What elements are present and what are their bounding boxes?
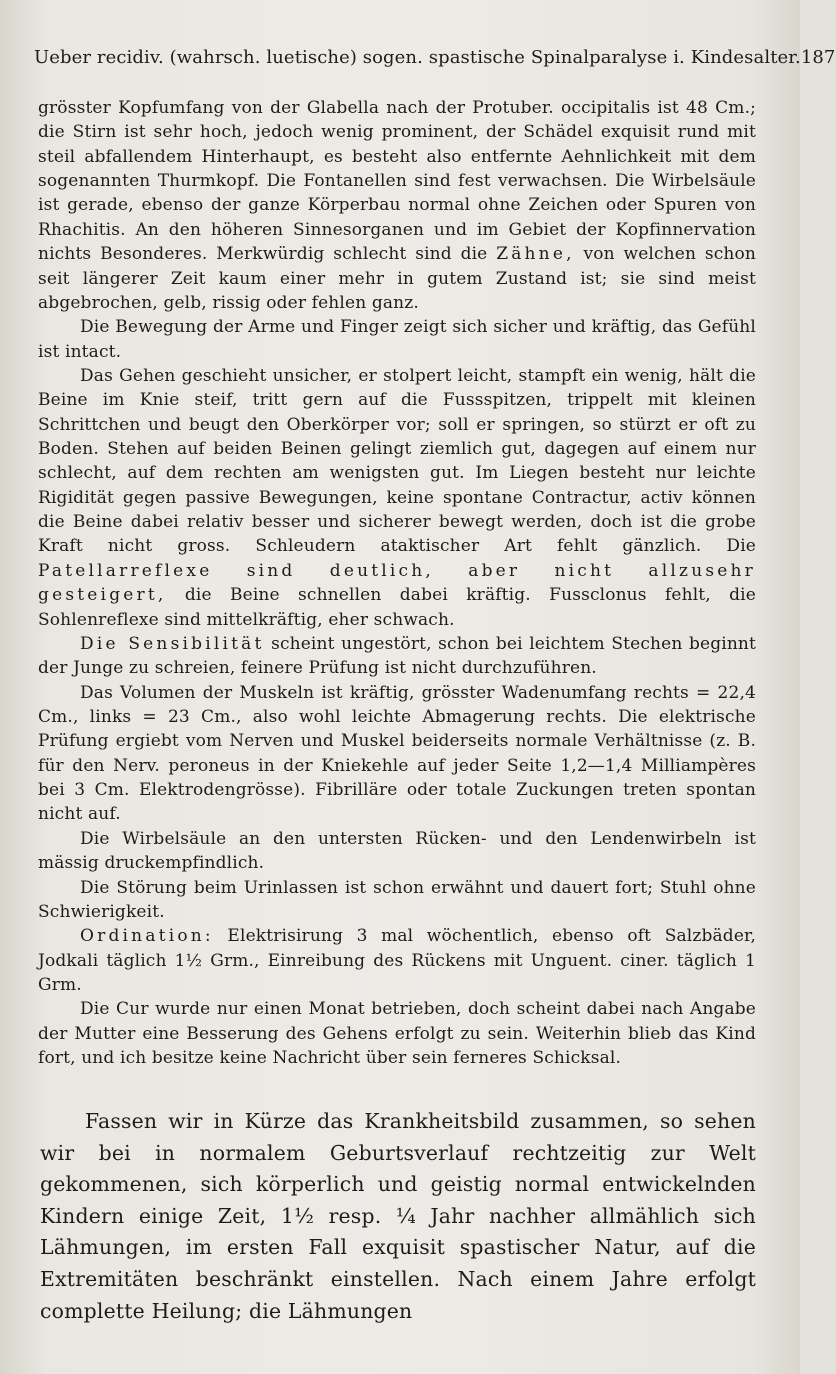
- case-report-text: [38, 96, 756, 1070]
- paragraph-summary: Fassen wir in Kürze das Krankheitsbild zusammen, so sehen wir bei in normalem Geburtsverlauf rechtzeitig zur Welt gekommenen, sich körperlich und geistig normal entwickelnden Kindern einige Zeit, 1½ resp. ¼ Jahr nachher allmählich sich Lähmungen, im ersten Fall exquisit spastischer Natur, auf die Extremitäten beschränkt einstellen. Nach einem Jahre erfolgt complette Heilung; die Lähmungen: [40, 1109, 756, 1323]
- page-number: 187: [800, 47, 836, 68]
- skull-text: grösster Kopfumfang von der Glabella nach der Protuber. occipitalis ist 48 Cm.; die Stirn ist sehr hoch, jedoch wenig prominent, der Schädel exquisit rund mit steil abfallendem Hinterhaupt, es besteht also entfernte Aehnlichkeit mit dem sogenannten Thurmkopf. Die Fontanellen sind fest verwachsen. Die Wirbelsäule ist gerade, ebenso der ganze Körperbau normal ohne Zeichen oder Spuren von Rhachitis. An den höheren Sinnesorganen und im Gebiet der Kopfinnervation nichts Besonderes. Merkwürdig schlecht sind die: [38, 98, 756, 265]
- emphasis-patellar-reflexes: Patellarreflexe sind deutlich, aber nicht allzusehr gesteigert,: [38, 560, 756, 606]
- summary-text: [40, 1106, 756, 1327]
- teeth-text: von welchen schon seit längerer Zeit kaum einer mehr in gutem Zustand ist; sie sind meist abgebrochen, gelb, rissig oder fehlen ganz.: [38, 244, 756, 313]
- emphasis-teeth: Zähne,: [496, 244, 575, 265]
- paragraph-muscles: Das Volumen der Muskeln ist kräftig, grösster Wadenumfang rechts = 22,4 Cm., links = 23 Cm., also wohl leichte Abmagerung rechts. Die elektrische Prüfung ergiebt vom Nerven und Muskel beiderseits normale Verhältnisse (z. B. für den Nerv. peroneus in der Kniekehle auf jeder Seite 1,2—1,4 Milliampères bei 3 Cm. Elektrodengrösse). Fibrilläre oder totale Zuckungen treten spontan nicht auf.: [38, 682, 756, 825]
- paragraph-ordination: [38, 924, 756, 997]
- gait-text: Das Gehen geschieht unsicher, er stolpert leicht, stampft ein wenig, hält die Beine im Knie steif, tritt gern auf die Fussspitzen, trippelt mit kleinen Schrittchen und beugt den Oberkörper vor; soll er springen, so stürzt er oft zu Boden. Stehen auf beiden Beinen gelingt ziemlich gut, dagegen auf einem nur schlecht, auf dem rechten am wenigsten gut. Im Liegen besteht nur leichte Rigidität gegen passive Bewegungen, keine spontane Contractur, activ können die Beine dabei relativ besser und sicherer bewegt werden, doch ist die grobe Kraft nicht gross. Schleudern ataktischer Art fehlt gänzlich. Die: [38, 365, 756, 557]
- paragraph-skull-description: [38, 96, 756, 315]
- paragraph-sensibility: [38, 632, 756, 681]
- paragraph-cure: Die Cur wurde nur einen Monat betrieben, doch scheint dabei nach Angabe der Mutter eine Besserung des Gehens erfolgt zu sein. Weiterhin blieb das Kind fort, und ich besitze keine Nachricht über sein ferneres Schicksal.: [38, 999, 756, 1069]
- paragraph-urination: Die Störung beim Urinlassen ist schon erwähnt und dauert fort; Stuhl ohne Schwierigkeit.: [38, 877, 756, 922]
- reflex-text: die Beine schnellen dabei kräftig. Fussclonus fehlt, die Sohlenreflexe sind mittelkräftig, eher schwach.: [38, 585, 756, 630]
- emphasis-ordination: Ordination:: [80, 926, 214, 947]
- paragraph-arms: Die Bewegung der Arme und Finger zeigt sich sicher und kräftig, das Gefühl ist intact.: [38, 317, 756, 362]
- running-title: Ueber recidiv. (wahrsch. luetische) sogen. spastische Spinalparalyse i. Kindesalter.: [34, 47, 801, 68]
- paragraph-gait: [38, 364, 756, 632]
- emphasis-sensibility: Die Sensibilität: [80, 633, 265, 654]
- page-header: [34, 47, 836, 69]
- paragraph-spine: Die Wirbelsäule an den untersten Rücken- und den Lendenwirbeln ist mässig druckempfindlich.: [38, 828, 756, 874]
- sensibility-text: scheint ungestört, schon bei leichtem Stechen beginnt der Junge zu schreien, feinere Prüfung ist nicht durchzuführen.: [38, 633, 756, 679]
- ordination-text: Elektrisirung 3 mal wöchentlich, ebenso oft Salzbäder, Jodkali täglich 1½ Grm., Einreibung des Rückens mit Unguent. ciner. täglich 1 Grm.: [38, 926, 756, 995]
